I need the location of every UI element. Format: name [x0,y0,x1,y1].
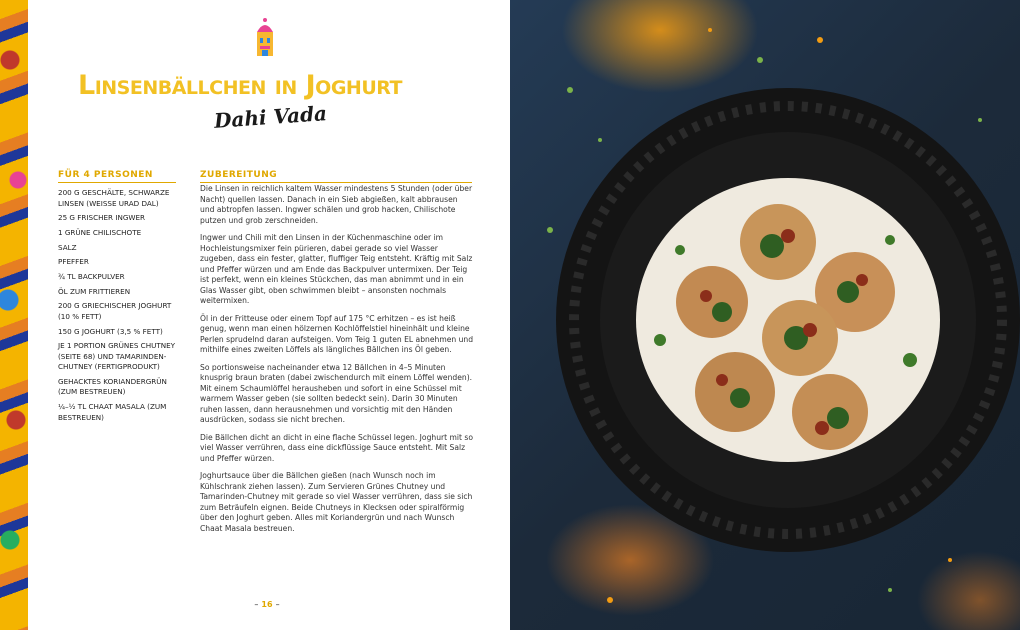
ingredient-item: 200 G GRIECHISCHER JOGHURT (10 % FETT) [58,301,172,321]
preparation-paragraph: Die Bällchen dicht an dicht in eine flache Schüssel legen. Joghurt mit so viel Wasser verrühren, dass eine dickflüssige Sauce entsteht. Mit Salz und Pfeffer würzen. [200,432,474,463]
preparation-paragraph: Öl in der Fritteuse oder einem Topf auf 175 °C erhitzen – es ist heiß genug, wenn man einen hölzernen Kochlöffelstiel hineinhält und kleine Perlen sprudelnd daran aufsteigen. Vom Teig 1 guten EL abnehmen und mithilfe eines zweiten Löffels als längliches Bällchen ins Öl geben. [200,313,474,354]
page-number [242,600,292,609]
preparation-steps [200,184,474,541]
decorative-pattern-border [0,0,28,630]
preparation-paragraph: So portionsweise nacheinander etwa 12 Bällchen in 4–5 Minuten knusprig braun braten (dabei zwischendurch mit einem Löffel wenden). Mit einem Schaumlöffel herausheben und sofort in eine Schüssel mit warmem Wasser geben (sie sollten bedeckt sein). Darin 30 Minuten ruhen lassen, dann herausnehmen und vorsichtig mit den Händen ausdrücken, sodass sie nicht brechen. [200,362,473,424]
dish-photo [510,0,1020,630]
dish-illustration [510,0,1020,630]
ingredient-item: GEHACKTES KORIANDERGRÜN (ZUM BESTREUEN) [58,376,167,397]
recipe-title: Linsenbällchen in Joghurt [78,70,402,101]
preparation-paragraph: Die Linsen in reichlich kaltem Wasser mindestens 5 Stunden (oder über Nacht) quellen lassen. Danach in ein Sieb abgießen, kalt abbrausen und abtropfen lassen. Ingwer schälen und grob hacken, Chilischote putzen und grob zerschneiden. [200,184,473,225]
ingredient-item: PFEFFER [58,257,89,267]
preparation-heading: ZUBEREITUNG [200,170,472,183]
page-number-dash: – [254,600,259,609]
ingredient-item: 200 G GESCHÄLTE, SCHWARZE LINSEN (WEISSE URAD DAL) [58,188,170,208]
ingredient-item: ÖL ZUM FRITTIEREN [58,286,131,296]
page-number-dash: – [275,600,280,609]
ingredient-item: SALZ [58,242,77,252]
recipe-page [28,0,510,630]
ingredients-heading: FÜR 4 PERSONEN [58,170,176,183]
page-number-value: 16 [261,600,273,609]
ingredient-item: 25 G FRISCHER INGWER [58,213,146,223]
ingredient-item: 150 G JOGHURT (3,5 % FETT) [58,326,163,336]
recipe-subtitle: Dahi Vada [213,101,328,133]
ingredient-item: JE 1 PORTION GRÜNES CHUTNEY (SEITE 68) UND TAMARINDEN-CHUTNEY (FERTIGPRODUKT) [58,341,176,372]
ingredients-list [58,188,176,427]
ingredient-item: ¾ TL BACKPULVER [58,271,125,281]
preparation-paragraph: Joghurtsauce über die Bällchen gießen (nach Wunsch noch im Kühlschrank ziehen lassen). Zum Servieren Grünes Chutney und Tamarinden-Chutney mit gerade so viel Wasser verrühren, dass sie sich zum Beträufeln eignen. Beide Chutneys in Klecksen oder spiralförmig über den Joghurt geben. Alles mit Koriandergrün und nach Wunsch Chaat Masala bestreuen. [200,471,473,533]
ingredient-item: ¼–½ TL CHAAT MASALA (ZUM BESTREUEN) [58,402,167,422]
ingredient-item: 1 GRÜNE CHILISCHOTE [58,227,142,237]
palace-emblem-icon [254,16,276,58]
preparation-paragraph: Ingwer und Chili mit den Linsen in der Küchenmaschine oder im Hochleistungsmixer fein pürieren, dabei gerade so viel Wasser zugeben, dass ein fester, glatter, fluffiger Teig entsteht. Kräftig mit Salz und Pfeffer würzen und am Ende das Backpulver untermixen. Der Teig ist perfekt, wenn ein kleines Stückchen, das man abnimmt und in ein Glas Wasser gibt, oben schwimmen bleibt – ansonsten nochmals weitermixen. [200,233,473,305]
